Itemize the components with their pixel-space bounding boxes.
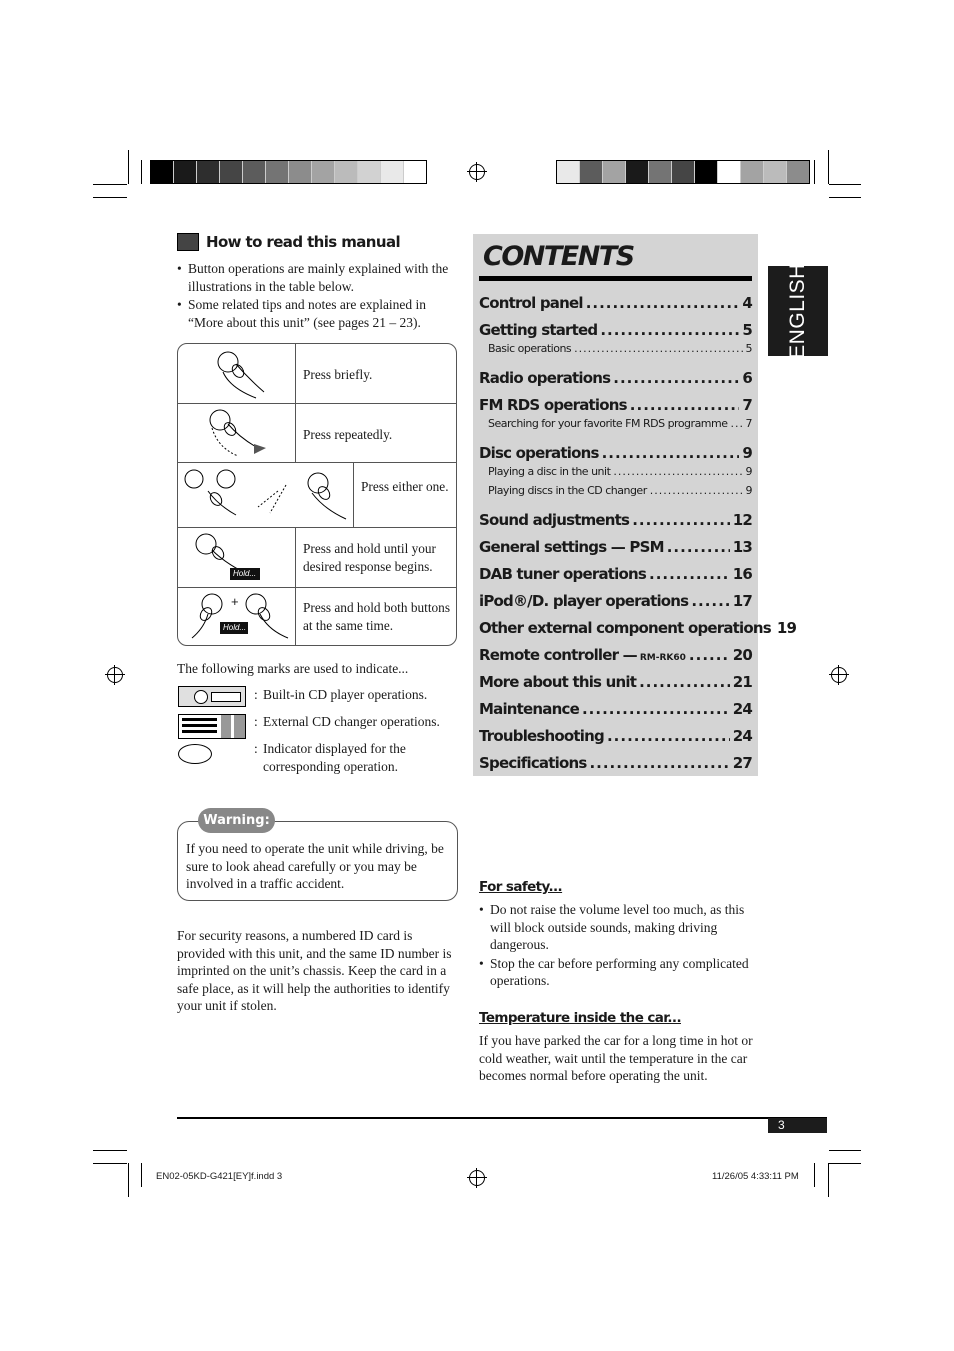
toc-subentry-page: 9 (745, 465, 752, 478)
safety-bullets (479, 901, 759, 991)
registration-mark-bottom (469, 1170, 485, 1186)
color-swatch (672, 161, 695, 183)
toc-entry[interactable] (479, 538, 752, 556)
toc-entry-title: Other external component operations (479, 619, 771, 637)
press-and-hold-icon (178, 528, 296, 587)
toc-entry-page: 5 (742, 321, 752, 339)
table-row (178, 463, 456, 528)
toc-leader-dots (613, 369, 739, 387)
toc-entry-page: 24 (732, 727, 752, 745)
warning-text: If you need to operate the unit while driving, be sure to look ahead carefully or you may be involved in a traffic accident. (186, 841, 444, 892)
toc-entry[interactable] (479, 619, 797, 637)
security-text: For security reasons, a numbered ID card is provided with this unit, and the same ID number is imprinted on the unit’s chassis. Keep the card in a safe place, as it will help the authorities to identify your unit if stolen. (177, 928, 452, 1014)
press-repeatedly-icon (178, 404, 296, 462)
toc-entry[interactable] (479, 444, 752, 462)
toc-entry-title: Getting started (479, 321, 598, 339)
color-swatch (266, 161, 289, 183)
registration-mark-left (107, 667, 123, 683)
toc-subentry[interactable] (488, 465, 752, 478)
color-swatch (404, 161, 426, 183)
press-either-icon (178, 463, 354, 527)
color-swatch (603, 161, 626, 183)
color-swatch (787, 161, 809, 183)
toc-entry-title: Maintenance (479, 700, 579, 718)
registration-mark-top (469, 164, 485, 180)
hold-label: Hold... (223, 623, 247, 632)
mark-description: Built-in CD player operations. (263, 687, 428, 702)
toc-subentry-title: Playing a disc in the unit (488, 465, 611, 478)
toc-entry-title: DAB tuner operations (479, 565, 646, 583)
toc-leader-dots (586, 294, 740, 312)
press-and-hold-both-icon (178, 588, 296, 645)
toc-entry[interactable] (479, 294, 752, 312)
color-swatch (695, 161, 718, 183)
indicator-mark-icon (178, 744, 212, 764)
color-swatch (197, 161, 220, 183)
toc-entry[interactable] (479, 511, 752, 529)
toc-entry-title: iPod®/D. player operations (479, 592, 689, 610)
list-item: • Do not raise the volume level too much, as this will block outside sounds, making driving dangerous. (479, 901, 759, 954)
toc-leader-dots (691, 592, 729, 610)
how-to-read-bullets (177, 260, 452, 332)
table-row (178, 344, 456, 404)
toc-entry-title: Remote controller — (479, 646, 637, 664)
color-swatch (312, 161, 335, 183)
toc-entry-model: RM-RK60 (639, 653, 686, 663)
toc-subentry-page: 5 (745, 342, 752, 355)
temperature-heading: Temperature inside the car... (479, 1010, 681, 1026)
color-swatch (718, 161, 741, 183)
toc-subentry-title: Playing discs in the CD changer (488, 484, 647, 497)
toc-entry-title: Disc operations (479, 444, 599, 462)
page-number: 3 (778, 1118, 785, 1132)
toc-leader-dots (650, 484, 743, 497)
color-swatch (335, 161, 358, 183)
toc-entry-title: Troubleshooting (479, 727, 604, 745)
toc-leader-dots (667, 538, 730, 556)
toc-entry-title: General settings — PSM (479, 538, 664, 556)
color-bar-right (556, 160, 810, 184)
operation-label: Press and hold until your desired response begins. (303, 541, 436, 574)
toc-subentry[interactable] (488, 484, 752, 497)
toc-subentry-title: Basic operations (488, 342, 572, 355)
color-swatch (580, 161, 603, 183)
toc-entry-title: Radio operations (479, 369, 611, 387)
slug-file: EN02-05KD-G421[EY]f.indd 3 (156, 1171, 283, 1182)
color-swatch (358, 161, 381, 183)
toc-entry-title: Specifications (479, 754, 587, 772)
color-swatch (289, 161, 312, 183)
toc-entry-page: 4 (742, 294, 752, 312)
registration-mark-right (831, 667, 847, 683)
toc-subentry-title: Searching for your favorite FM RDS programme (488, 417, 728, 430)
contents-title-rule (479, 276, 752, 281)
toc-entry-page: 12 (732, 511, 752, 529)
toc-entry-page: 13 (732, 538, 752, 556)
press-briefly-icon (178, 344, 296, 403)
color-swatch (764, 161, 787, 183)
language-tab: ENGLISH (768, 266, 828, 356)
toc-entry-page: 21 (732, 673, 752, 691)
list-item: • Stop the car before performing any complicated operations. (479, 955, 759, 990)
toc-entry[interactable] (479, 646, 752, 664)
toc-entry-page: 7 (742, 396, 752, 414)
toc-entry[interactable] (479, 592, 752, 610)
mark-colon: : (254, 741, 258, 756)
section-marker-icon (177, 233, 199, 251)
slug-date: 11/26/05 4:33:11 PM (712, 1171, 799, 1182)
toc-leader-dots (602, 444, 740, 462)
toc-entry-page: 27 (732, 754, 752, 772)
toc-leader-dots (689, 646, 730, 664)
toc-entry-title: FM RDS operations (479, 396, 627, 414)
toc-subentry[interactable] (488, 342, 752, 355)
operation-label: Press either one. (361, 479, 449, 494)
toc-subentry-page: 7 (745, 417, 752, 430)
operation-label: Press briefly. (303, 367, 373, 382)
mark-description: External CD changer operations. (263, 714, 440, 729)
toc-entry-page: 24 (732, 700, 752, 718)
toc-entry[interactable] (479, 700, 752, 718)
toc-subentry-page: 9 (745, 484, 752, 497)
toc-leader-dots (613, 465, 742, 478)
color-swatch (626, 161, 649, 183)
toc-leader-dots (630, 396, 740, 414)
toc-entry[interactable] (479, 754, 752, 772)
toc-leader-dots (600, 321, 739, 339)
toc-entry[interactable] (479, 727, 752, 745)
toc-leader-dots (731, 417, 743, 430)
contents-title: CONTENTS (483, 241, 634, 272)
toc-leader-dots (589, 754, 729, 772)
toc-entry[interactable] (479, 369, 752, 387)
toc-entry[interactable] (479, 565, 752, 583)
cd-player-mark-icon (178, 686, 246, 707)
plus-sign: + (231, 594, 239, 609)
toc-entry[interactable] (479, 673, 752, 691)
toc-leader-dots (574, 342, 742, 355)
toc-subentry[interactable] (488, 417, 752, 430)
operation-label: Press and hold both buttons at the same time. (303, 600, 451, 633)
how-to-read-heading: How to read this manual (177, 233, 400, 251)
list-item: • Some related tips and notes are explained in “More about this unit” (see pages 21 – 23). (177, 296, 452, 331)
mark-description: Indicator displayed for the corresponding operation. (263, 741, 406, 774)
toc-leader-dots (582, 700, 730, 718)
toc-entry[interactable] (479, 396, 752, 414)
toc-entry-page: 17 (732, 592, 752, 610)
color-swatch (220, 161, 243, 183)
color-swatch (243, 161, 266, 183)
footer-rule (177, 1117, 827, 1119)
toc-leader-dots (639, 673, 730, 691)
toc-entry-title: More about this unit (479, 673, 637, 691)
color-swatch (557, 161, 580, 183)
table-row (178, 528, 456, 588)
operation-label: Press repeatedly. (303, 427, 393, 442)
list-item: • Button operations are mainly explained with the illustrations in the table below. (177, 260, 452, 295)
warning-label: Warning: (198, 808, 275, 833)
color-swatch (649, 161, 672, 183)
toc-entry-page: 19 (776, 619, 797, 637)
color-bar-left (150, 160, 427, 184)
cd-changer-mark-icon (178, 714, 246, 739)
toc-entry-title: Sound adjustments (479, 511, 630, 529)
toc-entry-page: 6 (742, 369, 752, 387)
operations-table (177, 343, 457, 646)
contents-panel (473, 234, 797, 776)
color-swatch (174, 161, 197, 183)
safety-heading: For safety... (479, 879, 563, 895)
mark-colon: : (254, 687, 258, 702)
toc-entry[interactable] (479, 321, 752, 339)
warning-box (177, 821, 458, 901)
toc-leader-dots (607, 727, 730, 745)
mark-colon: : (254, 714, 258, 729)
toc-entry-title: Control panel (479, 294, 583, 312)
color-swatch (381, 161, 404, 183)
toc-entry-page: 20 (732, 646, 752, 664)
table-row (178, 404, 456, 463)
color-swatch (151, 161, 174, 183)
marks-intro: The following marks are used to indicate... (177, 661, 409, 676)
toc-entry-page: 16 (732, 565, 752, 583)
table-row (178, 588, 456, 645)
page-number-bar (768, 1118, 827, 1133)
toc-leader-dots (632, 511, 730, 529)
toc-entry-page: 9 (742, 444, 752, 462)
temperature-text: If you have parked the car for a long time in hot or cold weather, wait until the temperature in the car becomes normal before operating the unit. (479, 1033, 753, 1084)
hold-label: Hold... (233, 569, 257, 578)
color-swatch (741, 161, 764, 183)
toc-leader-dots (649, 565, 730, 583)
